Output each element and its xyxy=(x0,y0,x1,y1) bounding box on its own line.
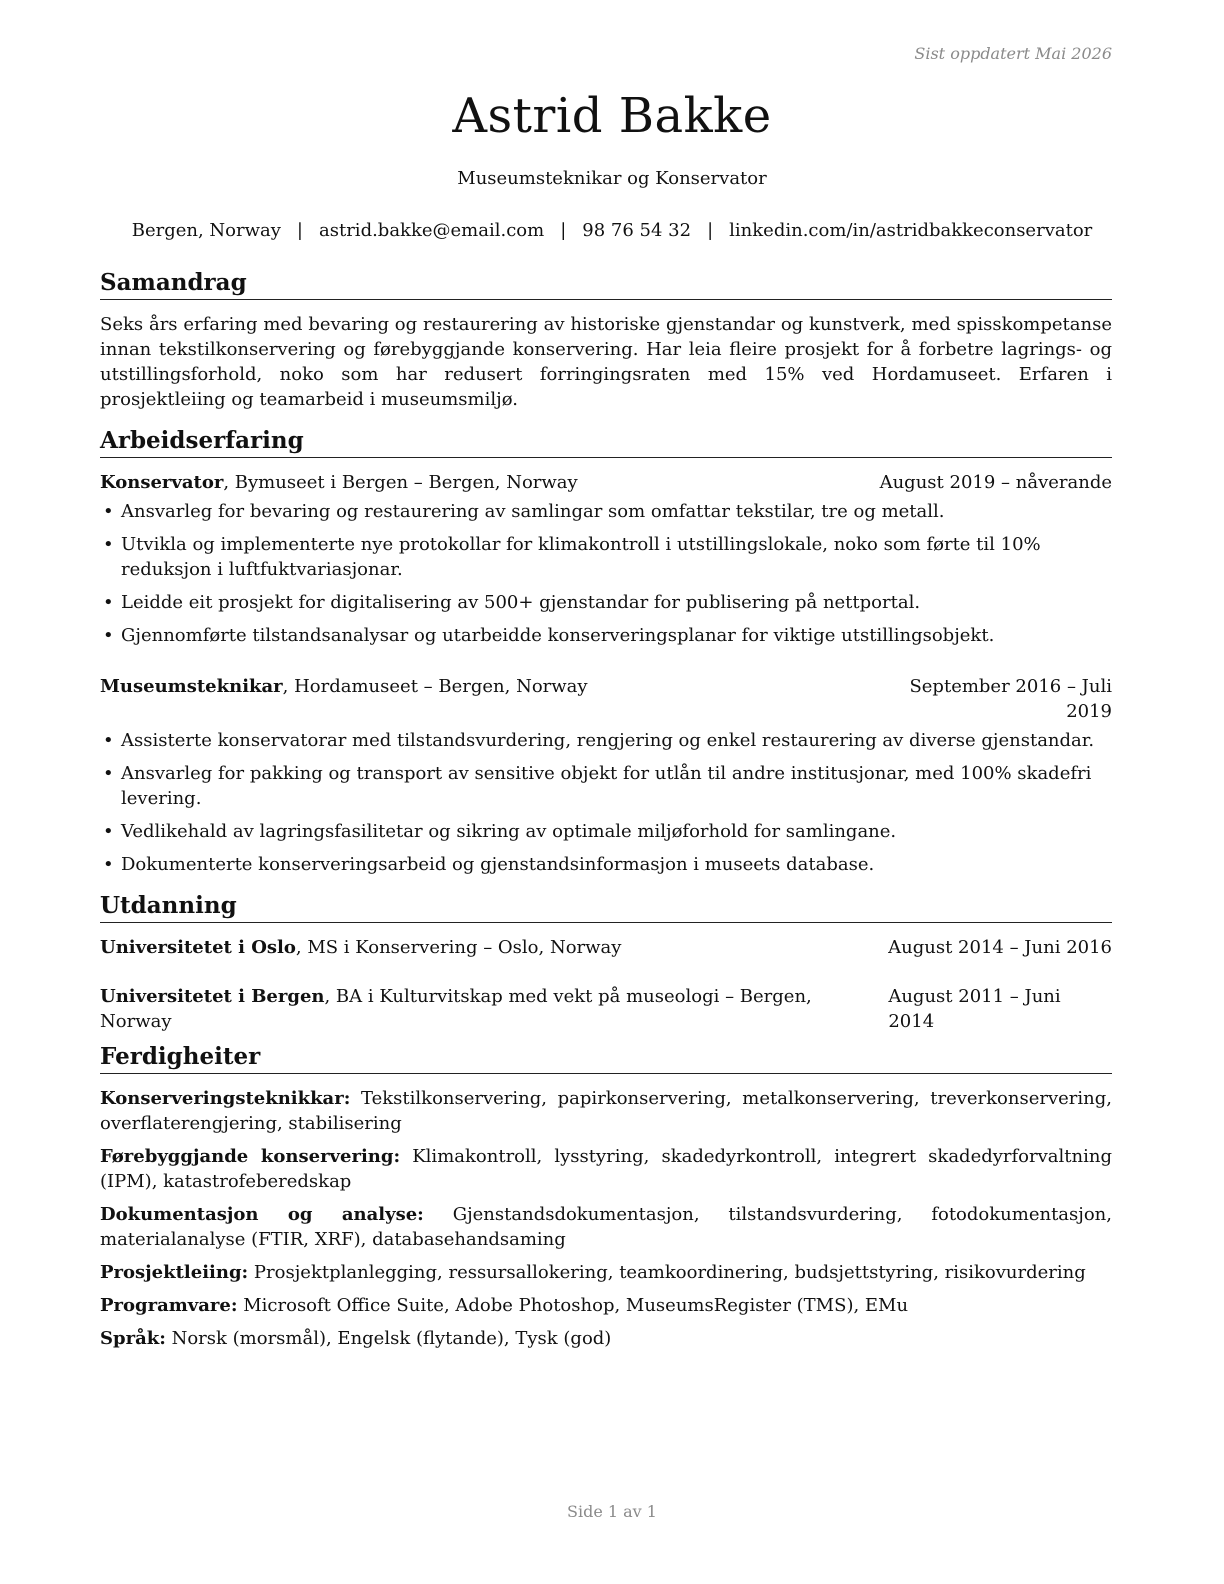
job-place: , Bymuseet i Bergen – Bergen, Norway xyxy=(223,472,578,493)
section-title-education: Utdanning xyxy=(100,891,1112,923)
job-entry xyxy=(100,674,1112,877)
email-link[interactable]: astrid.bakke@email.com xyxy=(319,220,545,241)
skill-row xyxy=(100,1144,1112,1194)
skill-row xyxy=(100,1202,1112,1252)
summary-text: Seks års erfaring med bevaring og restaurering av historiske gjenstandar og kunstverk, med spisskompetanse innan tekstilkonservering og førebyggjande konservering. Har leia fleire prosjekt for å forbetre lagrings- og utstillingsforhold, noko som har redusert forringingsraten med 15% ved Hordamuseet. Erfaren i prosjektleiing og teamarbeid i museumsmiljø. xyxy=(100,314,1112,410)
school-name: Universitetet i Bergen xyxy=(100,986,325,1007)
education-dates: August 2011 – Juni 2014 xyxy=(888,986,1061,1032)
education-dates: August 2014 – Juni 2016 xyxy=(888,937,1112,958)
bullet-item: • Vedlikehald av lagringsfasilitetar og sikring av optimale miljøforhold for samlingane. xyxy=(100,819,1112,844)
skill-label: Konserveringsteknikkar: xyxy=(100,1088,351,1109)
job-entry xyxy=(100,470,1112,648)
skill-label: Språk: xyxy=(100,1328,166,1349)
skill-label: Førebyggjande konservering: xyxy=(100,1146,401,1167)
skill-row xyxy=(100,1260,1112,1285)
job-dates: September 2016 – Juli 2019 xyxy=(909,676,1112,722)
separator: | xyxy=(560,220,567,241)
bullet-item: • Gjennomførte tilstandsanalysar og utarbeidde konserveringsplanar for viktige utstillingsobjekt. xyxy=(100,623,1112,648)
bullet-item: • Dokumenterte konserveringsarbeid og gjenstandsinformasjon i museets database. xyxy=(100,852,1112,877)
section-title-experience: Arbeidserfaring xyxy=(100,426,1112,458)
job-place: , Hordamuseet – Bergen, Norway xyxy=(282,676,588,697)
separator: | xyxy=(296,220,303,241)
job-bullets xyxy=(100,499,1112,648)
bullet-item: • Ansvarleg for pakking og transport av sensitive objekt for utlån til andre institusjonar, med 100% skadefri levering. xyxy=(100,761,1112,811)
skill-row xyxy=(100,1086,1112,1136)
skill-row xyxy=(100,1293,1112,1318)
skill-text: Prosjektplanlegging, ressursallokering, teamkoordinering, budsjettstyring, risikovurdering xyxy=(248,1262,1086,1283)
skill-label: Prosjektleiing: xyxy=(100,1262,249,1283)
degree-detail: , BA i Kulturvitskap med vekt på museologi – Bergen, Norway xyxy=(100,986,812,1032)
person-name: Astrid Bakke xyxy=(452,88,772,144)
job-role: Konservator xyxy=(100,472,224,493)
bullet-item: • Ansvarleg for bevaring og restaurering av samlingar som omfattar tekstilar, tre og metall. xyxy=(100,499,1112,524)
section-title-summary: Samandrag xyxy=(100,268,1112,300)
contact-line xyxy=(0,220,1224,241)
school-name: Universitetet i Oslo xyxy=(100,937,296,958)
section-title-skills: Ferdigheiter xyxy=(100,1042,1112,1074)
skill-text: Norsk (morsmål), Engelsk (flytande), Tysk (god) xyxy=(165,1328,612,1349)
resume-content xyxy=(100,268,1112,1359)
skill-text: Microsoft Office Suite, Adobe Photoshop, MuseumsRegister (TMS), EMu xyxy=(237,1295,909,1316)
skill-row xyxy=(100,1326,1112,1351)
job-dates: August 2019 – nåverande xyxy=(879,472,1112,493)
skill-label: Programvare: xyxy=(100,1295,238,1316)
education-entry xyxy=(100,984,1112,1034)
job-bullets xyxy=(100,728,1112,877)
headline: Museumsteknikar og Konservator xyxy=(457,168,767,189)
separator: | xyxy=(707,220,714,241)
last-updated: Sist oppdatert Mai 2026 xyxy=(914,44,1112,63)
skill-label: Dokumentasjon og analyse: xyxy=(100,1204,424,1225)
bullet-item: • Utvikla og implementerte nye protokollar for klimakontroll i utstillingslokale, noko som førte til 10% reduksjon i luftfuktvariasjonar. xyxy=(100,532,1112,582)
phone: 98 76 54 32 xyxy=(582,220,692,241)
bullet-item: • Assisterte konservatorar med tilstandsvurdering, rengjering og enkel restaurering av diverse gjenstandar. xyxy=(100,728,1112,753)
skill-text: Klimakontroll, lysstyring, skadedyrkontroll, integrert skadedyrforvaltning (IPM), katastrofeberedskap xyxy=(100,1146,1112,1192)
education-entry xyxy=(100,935,1112,960)
page-number: Side 1 av 1 xyxy=(567,1502,657,1521)
skill-text: Gjenstandsdokumentasjon, tilstandsvurdering, fotodokumentasjon, materialanalyse (FTIR, XRF), databasehandsaming xyxy=(100,1204,1112,1250)
degree-detail: , MS i Konservering – Oslo, Norway xyxy=(295,937,622,958)
skill-text: Tekstilkonservering, papirkonservering, metalkonservering, treverkonservering, overflaterengjering, stabilisering xyxy=(100,1088,1112,1134)
location: Bergen, Norway xyxy=(131,220,281,241)
bullet-item: • Leidde eit prosjekt for digitalisering av 500+ gjenstandar for publisering på nettportal. xyxy=(100,590,1112,615)
job-role: Museumsteknikar xyxy=(100,676,283,697)
linkedin-link[interactable]: linkedin.com/in/astridbakkeconservator xyxy=(729,220,1093,241)
